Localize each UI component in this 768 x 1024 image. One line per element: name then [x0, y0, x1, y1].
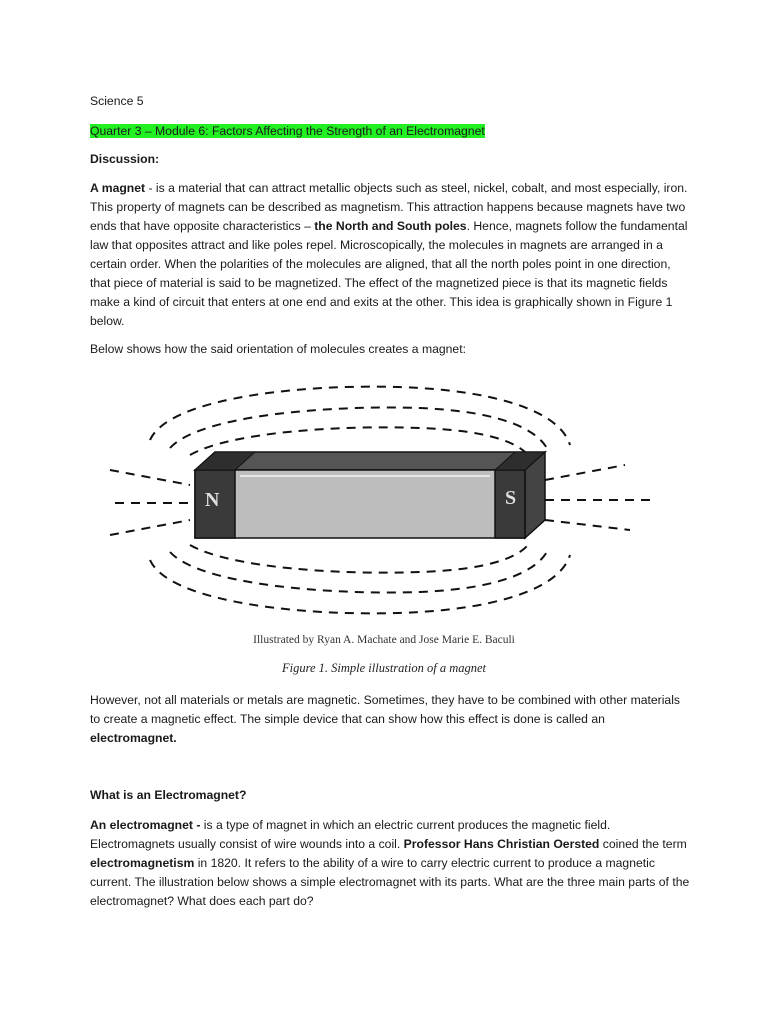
north-label: N [205, 489, 220, 511]
magnet-text-a: - is a material that can attract metallic objects such as steel, nickel, cobalt, and most especially, iron. This property of magnets can be described as magnetism. This attraction happens because magnets have two ends that have opposite characteristics – [90, 181, 688, 233]
magnet-text-b: . Hence, magnets follow the fundamental law that opposites attract and like poles repel. Microscopically, the molecules in magnets are arranged in a certain order. When the polarities of the molecules are aligned, that all the north poles point in one direction, that piece of material is said to be magnetized. The effect of the magnetized piece is that its magnetic fields make a kind of circuit that enters at one end and exits at the other. This idea is graphically shown in Figure 1 below. [90, 219, 688, 328]
however-paragraph [90, 691, 690, 748]
magnet-front-face [195, 470, 525, 538]
discussion-heading: Discussion: [90, 152, 160, 166]
oersted-name: Professor Hans Christian Oersted [403, 837, 600, 851]
field-line-top-1 [150, 387, 570, 445]
field-line-right-3 [545, 520, 630, 530]
electromagnet-text-c: in 1820. It refers to the ability of a wire to carry electric current to produce a magnetic current. The illustration below shows a simple electromagnet with its parts. What are the three main parts of the electromagnet? What does each part do? [90, 856, 690, 908]
figure-caption: Figure 1. Simple illustration of a magnet [281, 661, 487, 675]
however-text: However, not all materials or metals are magnetic. Sometimes, they have to be combined with other materials to create a magnetic effect. The simple device that can show how this effect is done is called an [90, 693, 681, 726]
magnet-paragraph [90, 179, 690, 331]
bar-magnet [195, 452, 545, 538]
electromagnet-definition-term: An electromagnet - [90, 818, 201, 832]
south-label: S [505, 487, 517, 509]
magnet-term: A magnet [90, 181, 146, 195]
electromagnet-paragraph [90, 816, 690, 911]
below-shows-text: Below shows how the said orientation of molecules creates a magnet: [90, 342, 466, 356]
figure-credit: Illustrated by Ryan A. Machate and Jose Marie E. Baculi [253, 634, 515, 646]
what-is-heading: What is an Electromagnet? [90, 788, 247, 802]
poles-term: the North and South poles [314, 219, 467, 233]
electromagnet-term: electromagnet. [90, 731, 177, 745]
electromagnetism-term: electromagnetism [90, 856, 195, 870]
field-line-bottom-2 [170, 550, 548, 593]
electromagnet-text-b: coined the term [599, 837, 687, 851]
subject-label: Science 5 [90, 94, 144, 108]
field-line-bottom-1 [150, 555, 570, 613]
electromagnet-text-a: is a type of magnet in which an electric current produces the magnetic field. Electromagnets usually consist of wire wounds into a coil. [90, 818, 611, 851]
field-line-top-2 [170, 407, 548, 450]
field-line-top-3 [190, 427, 528, 455]
module-title-highlight: Quarter 3 – Module 6: Factors Affecting the Strength of an Electromagnet [90, 124, 485, 138]
field-line-left-3 [110, 520, 190, 535]
field-line-left-1 [110, 470, 190, 485]
module-title [90, 122, 485, 141]
field-line-bottom-3 [190, 545, 528, 573]
field-line-right-1 [545, 465, 625, 480]
